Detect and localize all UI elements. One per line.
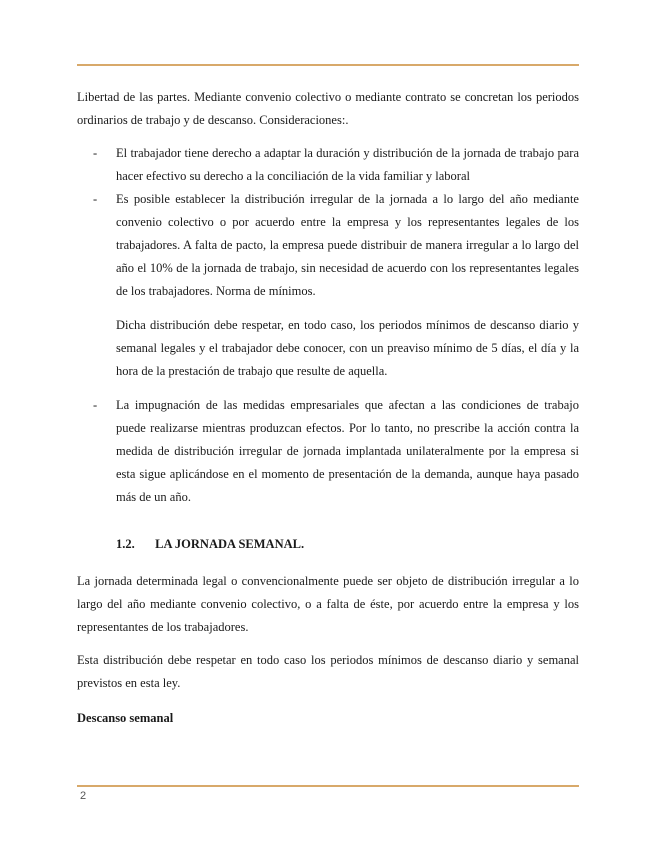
footer-rule	[77, 785, 579, 787]
document-body	[77, 86, 579, 730]
section-heading	[77, 533, 579, 556]
bullet-dash: -	[93, 146, 98, 160]
subheading: Descanso semanal	[77, 711, 174, 725]
list-item	[77, 142, 579, 188]
bullet-dash: -	[93, 398, 98, 412]
list-item-text: Es posible establecer la distribución irregular de la jornada a lo largo del año mediante convenio colectivo o por acuerdo entre la empresa y los representantes legales de los trabajadores. A falta de pacto, la empresa puede distribuir de manera irregular a lo largo del año el 10% de la jornada de trabajo, sin necesidad de acuerdo con los representantes legales de los trabajadores. Norma de mínimos.	[116, 192, 579, 298]
list-item-text: La impugnación de las medidas empresariales que afectan a las condiciones de trabajo puede realizarse mientras produzcan efectos. Por lo tanto, no prescribe la acción contra la medida de distribución irregular de jornada implantada unilateralmente por la empresa si esta sigue aplicándose en el momento de presentación de la demanda, aunque haya pasado más de un año.	[116, 398, 579, 504]
section-title: LA JORNADA SEMANAL.	[155, 537, 305, 551]
body-paragraph: La jornada determinada legal o convencionalmente puede ser objeto de distribución irregular a lo largo del año mediante convenio colectivo, o a falta de éste, por acuerdo entre la empresa y los representantes de los trabajadores.	[77, 574, 579, 634]
list-item-text: El trabajador tiene derecho a adaptar la duración y distribución de la jornada de trabajo para hacer efectivo su derecho a la conciliación de la vida familiar y laboral	[116, 146, 579, 183]
considerations-list	[77, 142, 579, 509]
list-item	[77, 394, 579, 509]
body-paragraph: Esta distribución debe respetar en todo caso los periodos mínimos de descanso diario y semanal previstos en esta ley.	[77, 653, 579, 690]
list-item-subparagraph: Dicha distribución debe respetar, en todo caso, los periodos mínimos de descanso diario y semanal legales y el trabajador debe conocer, con un preaviso mínimo de 5 días, el día y la hora de la prestación de trabajo que resulte de aquella.	[116, 318, 579, 378]
bullet-dash: -	[93, 192, 98, 206]
header-rule	[77, 64, 579, 66]
list-item	[77, 188, 579, 383]
intro-paragraph: Libertad de las partes. Mediante convenio colectivo o mediante contrato se concretan los periodos ordinarios de trabajo y de descanso. Consideraciones:.	[77, 90, 579, 127]
page-number: 2	[80, 790, 87, 802]
section-number: 1.2.	[116, 537, 135, 551]
